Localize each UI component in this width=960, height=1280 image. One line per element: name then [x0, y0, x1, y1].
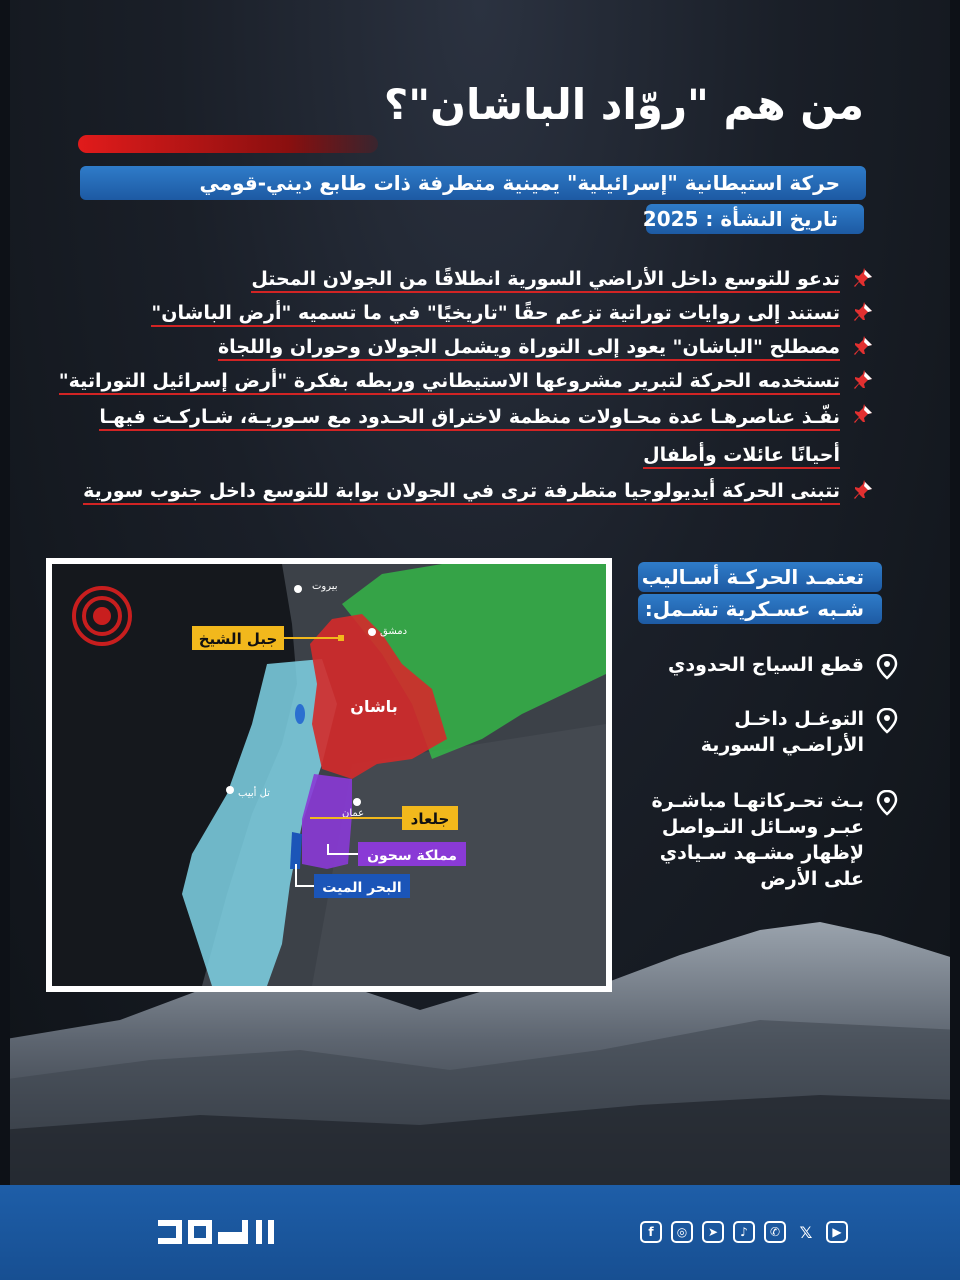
city-amman: عمان — [342, 808, 365, 819]
facebook-icon[interactable]: f — [640, 1221, 662, 1243]
methods-header-line1: تعتمـد الحركـة أسـاليب — [638, 562, 882, 592]
brand-logo — [156, 1216, 278, 1248]
fact-text: تدعو للتوسع داخل الأراضي السورية انطلاقًا من الجولان المحتل — [251, 268, 840, 293]
pushpin-icon — [852, 370, 874, 392]
facts-list — [58, 262, 874, 508]
dead-sea — [290, 832, 302, 869]
city-tel-aviv: تل أبيب — [238, 788, 270, 799]
target-icon — [74, 588, 130, 644]
fact-text: تستند إلى روايات توراتية تزعم حقًا "تاريخيًا" في ما تسميه "أرض الباشان" — [151, 302, 840, 327]
list-item — [58, 364, 874, 398]
method-text: بـث تحـركاتهـا مباشـرة عبـر وسـائل التـواصل لإظهار مشـهد سـيادي على الأرض — [651, 790, 864, 890]
whatsapp-icon[interactable]: ✆ — [764, 1221, 786, 1243]
list-item — [70, 398, 874, 474]
accent-bar — [78, 135, 378, 153]
label-dead-sea: البحر الميت — [322, 880, 402, 896]
tiktok-icon[interactable]: ♪ — [733, 1221, 755, 1243]
pushpin-icon — [852, 336, 874, 358]
list-item — [74, 474, 874, 508]
founding-date-banner: تاريخ النشأة : 2025 — [646, 204, 864, 234]
subtitle-banner: حركة استيطانية "إسرائيلية" يمينية متطرفة ذات طابع ديني-قومي — [80, 166, 866, 200]
pushpin-icon — [852, 302, 874, 324]
fact-text: تستخدمه الحركة لتبرير مشروعها الاستيطاني وربطه بفكرة "أرض إسرائيل التوراتية" — [59, 370, 840, 395]
city-damascus: دمشق — [380, 626, 408, 637]
pushpin-icon — [852, 480, 874, 502]
youtube-icon[interactable]: ▶ — [826, 1221, 848, 1243]
fact-text: مصطلح "الباشان" يعود إلى التوراة ويشمل الجولان وحوران واللجاة — [218, 336, 840, 361]
list-item — [74, 296, 874, 330]
label-hermon: جبل الشيخ — [198, 630, 278, 648]
social-links — [640, 1221, 848, 1243]
method-text: قطع السياج الحدودي — [667, 654, 864, 676]
method-item — [648, 652, 898, 678]
list-item — [74, 262, 874, 296]
left-edge — [0, 0, 10, 1185]
list-item — [74, 330, 874, 364]
pushpin-icon — [852, 268, 874, 290]
location-pin-icon — [876, 708, 898, 734]
right-edge — [950, 0, 960, 1185]
label-sihon: مملكة سحون — [367, 848, 457, 864]
methods-header-line2: شـبه عسـكرية تشـمل: — [638, 594, 882, 624]
telegram-icon[interactable]: ➤ — [702, 1221, 724, 1243]
page-title: من هم "روّاد الباشان"؟ — [383, 80, 864, 129]
location-pin-icon — [876, 654, 898, 680]
label-gilead: جلعاد — [410, 810, 450, 828]
bashan-map — [46, 558, 612, 992]
location-pin-icon — [876, 790, 898, 816]
map-canvas — [52, 564, 606, 986]
method-item — [648, 706, 898, 758]
method-item — [648, 788, 898, 892]
label-bashan: باشان — [350, 697, 398, 716]
method-text: التوغـل داخـل الأراضـي السورية — [700, 708, 864, 756]
pushpin-icon — [852, 404, 874, 426]
instagram-icon[interactable]: ◎ — [671, 1221, 693, 1243]
city-beirut: بيروت — [312, 581, 338, 592]
x-icon[interactable]: 𝕏 — [799, 1222, 813, 1242]
fact-text: تتبنى الحركة أيديولوجيا متطرفة ترى في الجولان بوابة للتوسع داخل جنوب سورية — [83, 480, 840, 505]
fact-text: نفّـذ عناصرهـا عدة محـاولات منظمة لاختراق الحـدود مع سـوريـة، شـاركـت فيهـا أحيانًا عائلات وأطفال — [99, 406, 840, 469]
